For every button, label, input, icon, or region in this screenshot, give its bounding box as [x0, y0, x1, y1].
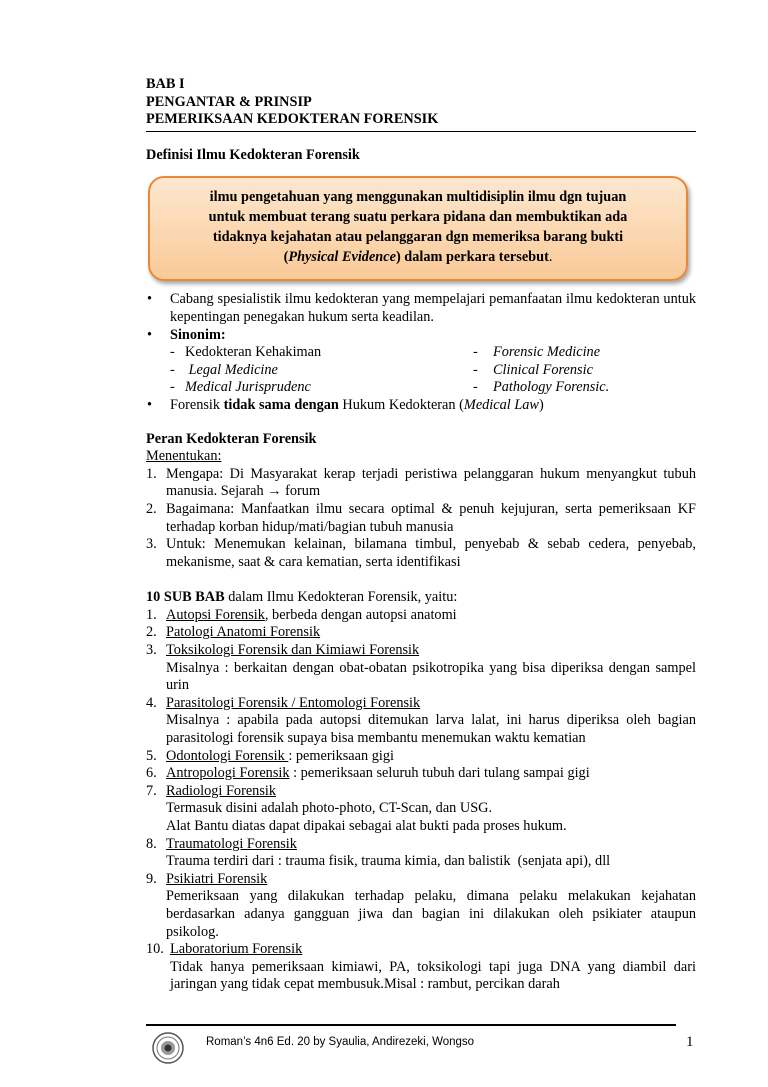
subbab-heading: 10 SUB BAB dalam Ilmu Kedokteran Forensik, yaitu: [146, 589, 458, 606]
list-item: 3. Untuk: Menemukan kelainan, bilamana timbul, penyebab & sebab cedera, penyebab, mekanisme, saat & cara kematian, serta identifikasi [146, 536, 696, 570]
chapter-title-line2: PEMERIKSAAN KEDOKTERAN FORENSIK [146, 111, 439, 128]
list-item: 2. Patologi Anatomi Forensik [146, 624, 321, 641]
list-item: 2. Bagaimana: Manfaatkan ilmu secara optimal & penuh kejujuran, serta pemeriksaan KF terhadap korban hidup/mati/bagian tubuh manusia [146, 500, 696, 535]
footer-credit: Roman’s 4n6 Ed. 20 by Syaulia, Andirezeki, Wongso [206, 1036, 475, 1048]
peran-heading: Peran Kedokteran Forensik [146, 430, 317, 447]
list-item: • Sinonim: - Kedokteran Kehakiman - Forensic Medicine - Legal Medicine - Clinical Forensic - Medical Jurisprudenc - Pathology Forensic. [146, 327, 696, 397]
list-item: 7. Radiologi Forensik Termasuk disini adalah photo-photo, CT-Scan, dan USG. Alat Bantu diatas dapat dipakai sebagai alat bukti pada proses hukum. [146, 782, 567, 834]
list-item: 1. Mengapa: Di Masyarakat kerap terjadi peristiwa pelanggaran hukum menyangkut tubuh manusia. Sejarah → forum [146, 465, 696, 500]
chapter-title-line1: PENGANTAR & PRINSIP [146, 93, 312, 110]
list-item: • Cabang spesialistik ilmu kedokteran yang mempelajari pemanfaatan ilmu kedokteran untuk kepentingan penegakan hukum serta keadilan. [147, 291, 696, 325]
peran-subheading: Menentukan: [146, 448, 222, 465]
list-item: 3. Toksikologi Forensik dan Kimiawi Forensik Misalnya : berkaitan dengan obat-obatan psikotropika yang bisa diperiksa dengan sampel urin [146, 642, 696, 694]
definition-line: ilmu pengetahuan yang menggunakan multidisiplin ilmu dgn tujuan [209, 189, 627, 206]
definition-line: tidaknya kejahatan atau pelanggaran dgn memeriksa barang bukti [212, 229, 624, 246]
synonym-list [170, 344, 696, 397]
chapter-label: BAB I [146, 76, 185, 92]
synonym-row: - Medical Jurisprudenc - Pathology Forensic. [170, 379, 610, 396]
document-page [146, 76, 696, 994]
list-item: 9. Psikiatri Forensik Pemeriksaan yang dilakukan terhadap pelaku, dimana pelaku melakukan kejahatan berdasarkan adanya gangguan jiwa dan bagian ini dilakukan oleh psikiater ataupun psikolog. [146, 870, 696, 940]
definition-line: untuk membuat terang suatu perkara pidana dan membuktikan ada [208, 209, 628, 226]
university-seal-icon [152, 1032, 184, 1064]
list-item: 5. Odontologi Forensik : pemeriksaan gigi [146, 747, 394, 764]
list-item: 10. Laboratorium Forensik Tidak hanya pemeriksaan kimiawi, PA, toksikologi tapi juga DNA yang diambil dari jaringan yang tidak cepat membusuk.Misal : rambut, percikan darah [146, 941, 696, 993]
list-item: 6. Antropologi Forensik : pemeriksaan seluruh tubuh dari tulang sampai gigi [146, 765, 590, 782]
header-divider [146, 131, 696, 132]
definition-line: (Physical Evidence) dalam perkara tersebut. [283, 249, 553, 266]
synonym-row: - Kedokteran Kehakiman - Forensic Medicine [170, 344, 601, 361]
definition-box [148, 176, 688, 281]
page-number: 1 [686, 1034, 694, 1050]
subbab-list [146, 607, 696, 994]
list-item: 8. Traumatologi Forensik Trauma terdiri dari : trauma fisik, trauma kimia, dan balistik (senjata api), dll [146, 835, 611, 870]
footer-divider [146, 1024, 676, 1026]
list-item: 1. Autopsi Forensik, berbeda dengan autopsi anatomi [146, 606, 457, 623]
list-item: • Forensik tidak sama dengan Hukum Kedokteran (Medical Law) [147, 396, 544, 413]
bullet-icon: • [147, 291, 153, 308]
definition-bullets [146, 291, 696, 414]
list-item: 4. Parasitologi Forensik / Entomologi Forensik Misalnya : apabila pada autopsi ditemukan larva lalat, ini harus diperiksa oleh bagian parasitologi forensik supaya bisa membantu menemukan waktu kematian [146, 694, 696, 747]
synonym-row: - Legal Medicine - Clinical Forensic [170, 361, 593, 378]
arrow-right-icon: → [267, 483, 282, 500]
definisi-heading: Definisi Ilmu Kedokteran Forensik [146, 146, 360, 163]
bullet-icon: • [147, 326, 153, 343]
bullet-icon: • [147, 396, 153, 413]
page-footer [146, 1024, 698, 1050]
